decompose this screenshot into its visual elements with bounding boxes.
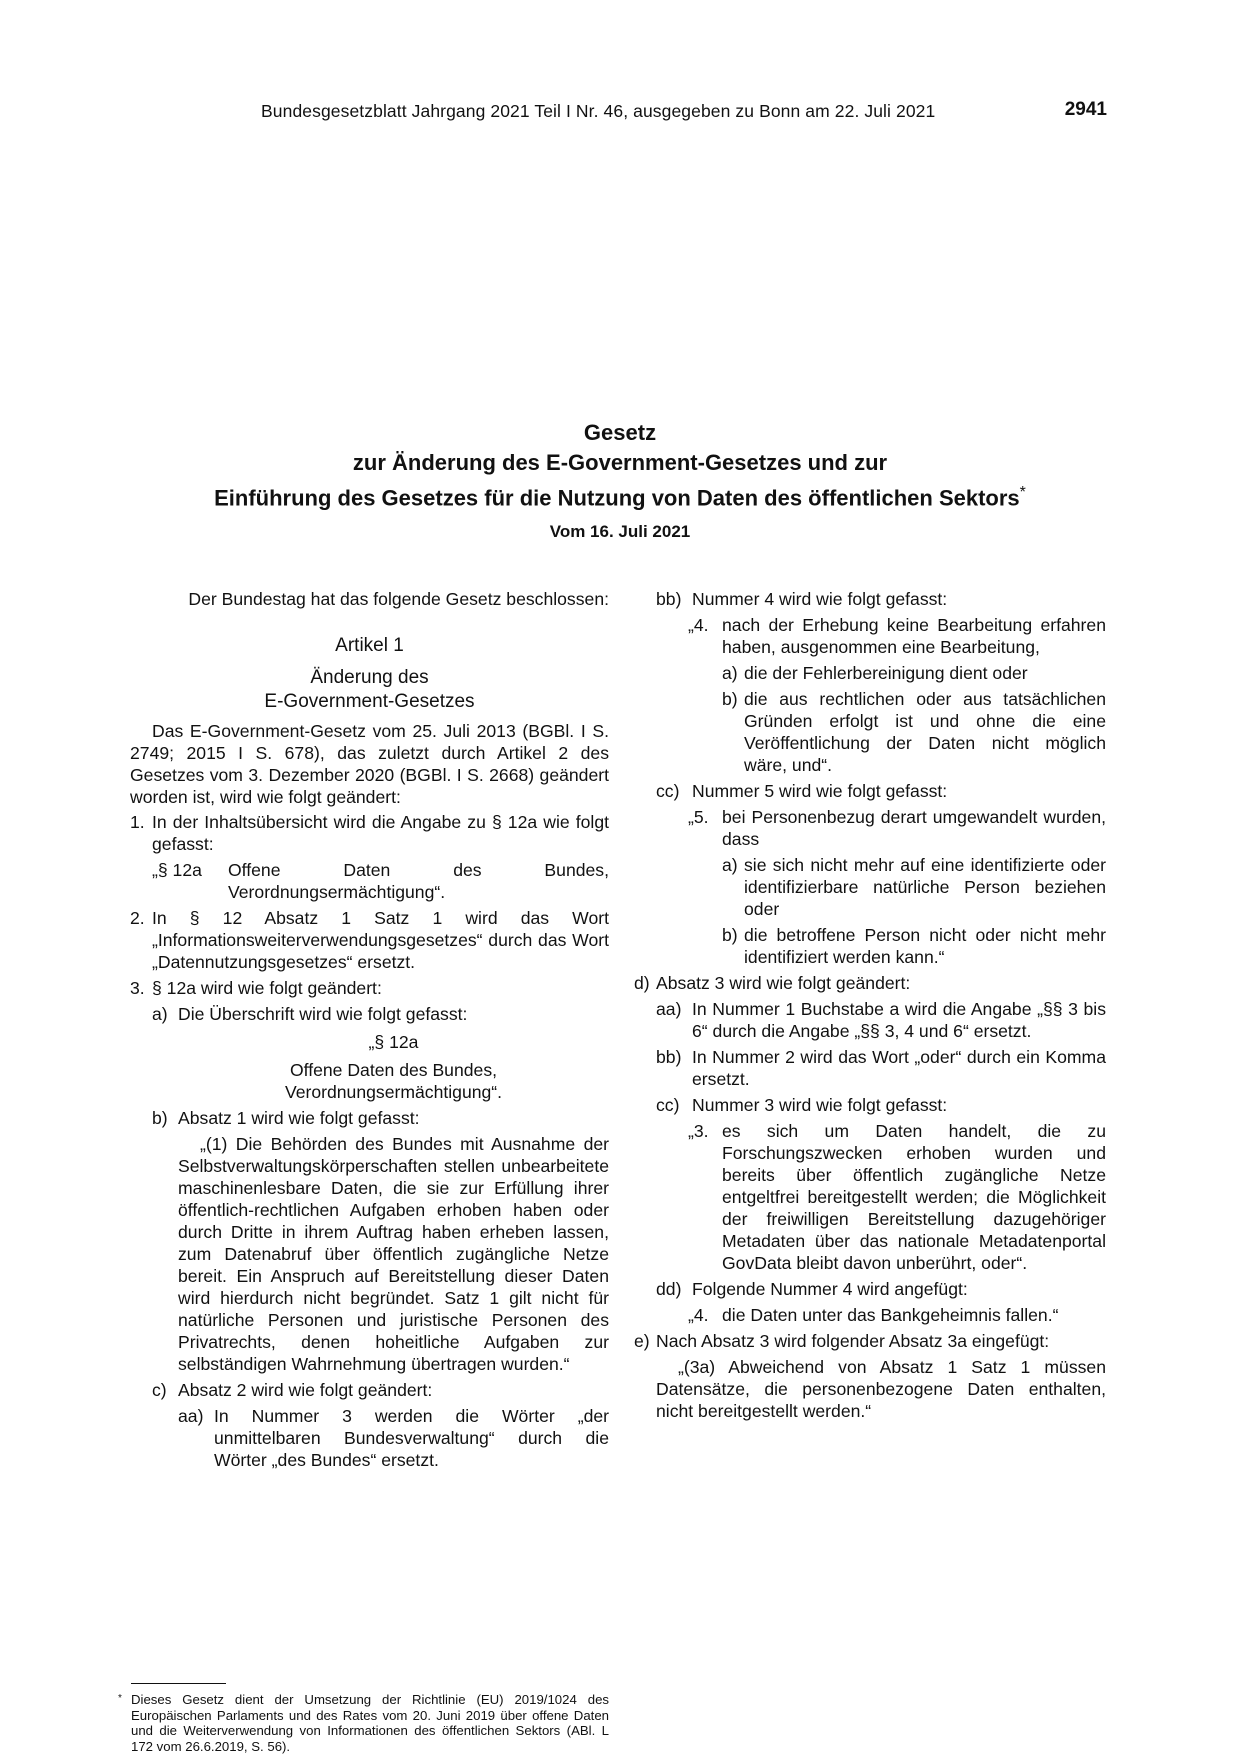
item-label: a) xyxy=(722,855,738,875)
article-label: Artikel 1 xyxy=(335,635,404,656)
item-label: b) xyxy=(722,925,738,945)
list-item-1 xyxy=(130,811,609,855)
law-date: Vom 16. Juli 2021 xyxy=(549,522,691,541)
item-text: In der Inhaltsübersicht wird die Angabe zu § 12a wie folgt gefasst: xyxy=(152,812,609,854)
item-text: Nummer 3 wird wie folgt gefasst: xyxy=(692,1095,948,1115)
quote-heading-line-2: Offene Daten des Bundes, xyxy=(289,1060,498,1080)
quote-sub-b xyxy=(656,688,1106,776)
title-line-1: Gesetz xyxy=(583,420,657,445)
item-text: Folgende Nummer 4 wird angefügt: xyxy=(692,1279,968,1299)
item-label: b) xyxy=(152,1108,168,1128)
item-text: die der Fehlerbereinigung dient oder xyxy=(744,663,1028,683)
item-text: Absatz 3 wird wie folgt geändert: xyxy=(656,973,911,993)
sub-sub-item-dd xyxy=(656,1278,1106,1300)
item-label: bb) xyxy=(656,1047,682,1067)
item-label: cc) xyxy=(656,1095,680,1115)
quote-number-5 xyxy=(656,806,1106,850)
paragraph-quote xyxy=(130,1133,609,1375)
title-line-3 xyxy=(120,478,1120,513)
list-item-2 xyxy=(130,907,609,973)
quote-label: „5. xyxy=(688,807,709,827)
quote-text: Offene Daten des Bundes, Verordnungsermächtigung“. xyxy=(228,860,609,902)
item-label: 1. xyxy=(130,812,145,832)
quote-paragraph-1: „(1) Die Behörden des Bundes mit Ausnahme der Selbstverwaltungskörperschaften stellen unbearbeitete maschinenlesbare Daten, die sie zur Erfüllung ihrer öffentlich-rechtlichen Aufgaben erhoben haben oder durch Dritte in ihrem Auftrag haben erheben lassen, zum Datenabruf über öffentlich zugängliche Netze bereit. Ein Anspruch auf Bereitstellung dieser Daten wird hierdurch nicht begründet. Satz 1 gilt nicht für natürliche Personen und juristische Personen des Privatrechts, denen hoheitliche Aufgaben zur selbständigen Wahrnehmung übertragen wurden.“ xyxy=(178,1134,609,1374)
item-label: d) xyxy=(634,973,650,993)
title-line-3-text: Einführung des Gesetzes für die Nutzung von Daten des öffentlichen Sektors xyxy=(214,485,1020,511)
item-text: § 12a wird wie folgt geändert: xyxy=(152,978,382,998)
sub-item-a xyxy=(130,1003,609,1025)
title-line-2: zur Änderung des E-Government-Gesetzes und zur xyxy=(352,450,888,475)
item-label: aa) xyxy=(656,999,682,1019)
footnote-divider xyxy=(131,1683,226,1684)
item-label: b) xyxy=(722,689,738,709)
article-title-line-2: E-Government-Gesetzes xyxy=(264,691,475,712)
item-text: Nummer 5 wird wie folgt gefasst: xyxy=(692,781,948,801)
quote-number-4 xyxy=(656,614,1106,658)
sub-sub-item-bb xyxy=(656,1046,1106,1090)
quote-sub-a xyxy=(656,662,1106,684)
item-label: c) xyxy=(152,1380,167,1400)
list-item-3 xyxy=(130,977,609,999)
quote-text: bei Personenbezug derart umgewandelt wurden, dass xyxy=(722,807,1106,849)
sub-item-e xyxy=(634,1330,1106,1352)
quote-heading-line-3: Verordnungsermächtigung“. xyxy=(284,1082,503,1102)
quote-text: die Daten unter das Bankgeheimnis fallen.“ xyxy=(722,1305,1059,1325)
footnote-text: Dieses Gesetz dient der Umsetzung der Richtlinie (EU) 2019/1024 des Europäischen Parlaments und des Rates vom 20. Juni 2019 über offene Daten und die Weiterverwendung von Informationen des öffentlichen Sektors (ABl. L 172 vom 26.6.2019, S. 56). xyxy=(131,1692,609,1754)
quote-label: „3. xyxy=(688,1121,709,1141)
sub-item-c xyxy=(130,1379,609,1401)
quote-number-4 xyxy=(656,1304,1106,1326)
item-text: Die Überschrift wird wie folgt gefasst: xyxy=(178,1004,468,1024)
right-column xyxy=(634,588,1106,1422)
preamble: Der Bundestag hat das folgende Gesetz beschlossen: xyxy=(188,589,609,609)
running-title: Bundesgesetzblatt Jahrgang 2021 Teil I Nr. 46, ausgegeben zu Bonn am 22. Juli 2021 xyxy=(261,101,936,121)
paragraph-quote xyxy=(656,1356,1106,1422)
item-label: a) xyxy=(152,1004,168,1024)
sub-sub-item-aa xyxy=(130,1405,609,1471)
footnote xyxy=(118,1692,609,1754)
item-label: dd) xyxy=(656,1279,682,1299)
title-footnote-mark: * xyxy=(1019,484,1026,501)
sub-sub-item-cc xyxy=(656,1094,1106,1116)
item-label: cc) xyxy=(656,781,680,801)
quote-number-3 xyxy=(656,1120,1106,1274)
item-text: Absatz 2 wird wie folgt geändert: xyxy=(178,1380,433,1400)
item-text: die betroffene Person nicht oder nicht mehr identifiziert werden kann.“ xyxy=(744,925,1106,967)
item-label: bb) xyxy=(656,589,682,609)
item-text: sie sich nicht mehr auf eine identifizierte oder identifizierbare natürliche Person beziehen oder xyxy=(744,855,1106,919)
running-header xyxy=(261,101,1107,127)
item-label: e) xyxy=(634,1331,650,1351)
quote-text: nach der Erhebung keine Bearbeitung erfahren haben, ausgenommen eine Bearbeitung, xyxy=(722,615,1106,657)
quote-label: „4. xyxy=(688,1305,709,1325)
footnote-mark: * xyxy=(118,1693,122,1704)
quote-sub-b xyxy=(656,924,1106,968)
item-text: Nummer 4 wird wie folgt gefasst: xyxy=(692,589,948,609)
article-intro: Das E-Government-Gesetz vom 25. Juli 2013 (BGBl. I S. 2749; 2015 I S. 678), das zuletzt durch Artikel 2 des Gesetzes vom 3. Dezember 2020 (BGBl. I S. 2668) geändert worden ist, wird wie folgt geändert: xyxy=(130,721,609,807)
quote-heading-line-1: „§ 12a xyxy=(368,1032,419,1052)
sub-item-d xyxy=(634,972,1106,994)
item-label: 3. xyxy=(130,978,145,998)
item-text: In Nummer 2 wird das Wort „oder“ durch ein Komma ersetzt. xyxy=(692,1047,1106,1089)
quote-label: „4. xyxy=(688,615,709,635)
item-label: 2. xyxy=(130,908,145,928)
law-title xyxy=(120,418,1120,513)
item-text: In § 12 Absatz 1 Satz 1 wird das Wort „Informationsweiterverwendungsgesetzes“ durch das Wort „Datennutzungsgesetzes“ ersetzt. xyxy=(152,908,609,972)
item-label: a) xyxy=(722,663,738,683)
quote-label: „§ 12a xyxy=(152,860,202,880)
item-text: Absatz 1 wird wie folgt gefasst: xyxy=(178,1108,420,1128)
item-text: Nach Absatz 3 wird folgender Absatz 3a eingefügt: xyxy=(656,1331,1050,1351)
item-label: aa) xyxy=(178,1406,204,1426)
item-text: die aus rechtlichen oder aus tatsächlichen Gründen erfolgt ist und ohne die eine Veröffentlichung der Daten nicht möglich wäre, und“. xyxy=(744,689,1106,775)
quote-sub-a xyxy=(656,854,1106,920)
left-column xyxy=(130,588,609,1471)
sub-sub-item-cc xyxy=(656,780,1106,802)
page-number: 2941 xyxy=(1064,99,1107,120)
quote-toc-entry xyxy=(130,859,609,903)
article-title-line-1: Änderung des xyxy=(310,667,429,688)
item-text: In Nummer 3 werden die Wörter „der unmittelbaren Bundesverwaltung“ durch die Wörter „des Bundes“ ersetzt. xyxy=(214,1406,609,1470)
quote-paragraph-3a: „(3a) Abweichend von Absatz 1 Satz 1 müssen Datensätze, die personenbezogene Daten enthalten, nicht bereitgestellt werden.“ xyxy=(656,1357,1106,1421)
quote-text: es sich um Daten handelt, die zu Forschungszwecken erhoben wurden und bereits über öffentlich zugängliche Netze entgeltfrei bereitgestellt werden; die Möglichkeit der freiwilligen Bereitstellung dazugehöriger Metadaten über das nationale Metadatenportal GovData bleibt davon unberührt, oder“. xyxy=(722,1121,1106,1273)
sub-sub-item-bb xyxy=(656,588,1106,610)
heading-quote xyxy=(130,1031,609,1103)
item-text: In Nummer 1 Buchstabe a wird die Angabe „§§ 3 bis 6“ durch die Angabe „§§ 3, 4 und 6“ ersetzt. xyxy=(692,999,1106,1041)
sub-item-b xyxy=(130,1107,609,1129)
sub-sub-item-aa xyxy=(656,998,1106,1042)
